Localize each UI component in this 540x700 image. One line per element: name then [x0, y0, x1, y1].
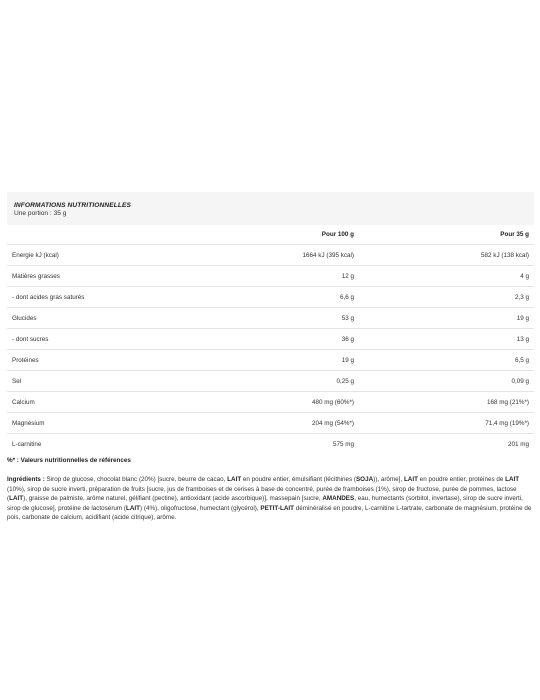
table-row	[7, 350, 534, 371]
allergen-text: SOJA	[355, 476, 374, 483]
row-value-per35: 582 kJ (138 kcal)	[360, 245, 534, 266]
ingredient-text: ), graisse de palmiste, arôme naturel, gélifiant (pectine), antioxidant (acide ascorbique)], massepain [sucre,	[23, 495, 323, 503]
row-value-per100: 1664 kJ (395 kcal)	[207, 245, 360, 266]
table-row	[7, 371, 534, 392]
portion-size: Une portion : 35 g	[14, 210, 67, 217]
row-value-per100: 480 mg (60%*)	[207, 392, 360, 413]
row-value-per100: 0,25 g	[207, 371, 360, 392]
table-row	[7, 245, 534, 266]
row-value-per35: 4 g	[360, 266, 534, 287]
allergen-text: LAIT	[505, 476, 520, 483]
row-value-per35: 19 g	[360, 308, 534, 329]
table-row	[7, 287, 534, 308]
table-row	[7, 434, 534, 455]
table-row	[7, 413, 534, 434]
row-value-per100: 36 g	[207, 329, 360, 350]
table-row	[7, 392, 534, 413]
nutrition-panel	[7, 192, 534, 523]
table-header-row	[7, 225, 534, 245]
row-value-per35: 71,4 mg (19%*)	[360, 413, 534, 434]
row-value-per100: 6,6 g	[207, 287, 360, 308]
ingredient-text: , eau, humectants (sorbitol, invertase), sirop de sucre inverti, sirop de glucose], protéine de lactosérum (	[7, 495, 523, 512]
allergen-text: PETIT-LAIT	[260, 504, 294, 512]
row-label: Matières grasses	[7, 266, 207, 287]
row-value-per35: 2,3 g	[360, 287, 534, 308]
row-value-per100: 575 mg	[332, 440, 354, 448]
column-header-label	[7, 225, 207, 245]
nutrition-table-body	[7, 245, 534, 455]
allergen-text: AMANDES	[322, 495, 355, 503]
reference-note: %* : Valeurs nutritionnelles de références	[7, 457, 131, 464]
nutrition-header	[7, 192, 534, 225]
ingredients-text	[7, 475, 534, 523]
row-label: L-carnitine	[12, 440, 42, 448]
ingredient-text: déminéralisé en poudre, L-carnitine L-tartrate, carbonate de magnésium, protéine de pois, carbonate de calcium, acidifiant (acide citrique), arôme.	[7, 504, 532, 522]
column-header-per100: Pour 100 g	[207, 225, 360, 245]
row-label: Energie kJ (kcal)	[7, 245, 207, 266]
allergen-text: LAIT	[126, 504, 141, 512]
row-value-per35: 6,5 g	[360, 350, 534, 371]
table-row	[7, 329, 534, 350]
row-value-per35: 201 mg	[507, 440, 529, 448]
row-label: Magnésium	[7, 413, 207, 434]
nutrition-title: INFORMATIONS NUTRITIONNELLES	[14, 202, 131, 209]
ingredient-text: )), arôme],	[373, 476, 404, 483]
ingredient-text: ) (4%), oligofructose, humectant (glycérol),	[140, 504, 261, 512]
ingredient-text: Sirop de glucose, chocolat blanc (20%) [sucre, beurre de cacao,	[44, 476, 228, 483]
row-value-per100: 53 g	[207, 308, 360, 329]
allergen-text: LAIT	[403, 476, 418, 483]
row-value-per100: 12 g	[207, 266, 360, 287]
table-row	[7, 266, 534, 287]
row-label: Protéines	[7, 350, 207, 371]
row-value-per35: 0,09 g	[360, 371, 534, 392]
allergen-text: LAIT	[227, 476, 242, 483]
row-value-per35: 168 mg (21%*)	[360, 392, 534, 413]
row-label: - dont acides gras saturés	[7, 287, 207, 308]
ingredient-text: (10%), sirop de sucre inverti, préparation de fruits [sucre, jus de framboises et de cerises à base de concentré, purée de framboises (1%), sirop de fructose, purée de pommes, lactose (	[7, 485, 517, 503]
row-label: - dont sucres	[7, 329, 207, 350]
row-value-per100: 204 mg (54%*)	[207, 413, 360, 434]
row-value-per100: 19 g	[207, 350, 360, 371]
row-label: Sel	[7, 371, 207, 392]
row-label: Glucides	[7, 308, 207, 329]
nutrition-table	[7, 225, 534, 454]
ingredients-label: Ingrédients :	[7, 476, 45, 483]
column-header-per35: Pour 35 g	[360, 225, 534, 245]
row-value-per35: 13 g	[360, 329, 534, 350]
table-row	[7, 308, 534, 329]
ingredients-body	[7, 476, 531, 521]
ingredient-text: en poudre entier, émulsifiant (lécithines (	[241, 476, 356, 483]
row-label: Calcium	[7, 392, 207, 413]
allergen-text: LAIT	[9, 495, 24, 503]
ingredient-text: en poudre entier, protéines de	[417, 476, 506, 483]
